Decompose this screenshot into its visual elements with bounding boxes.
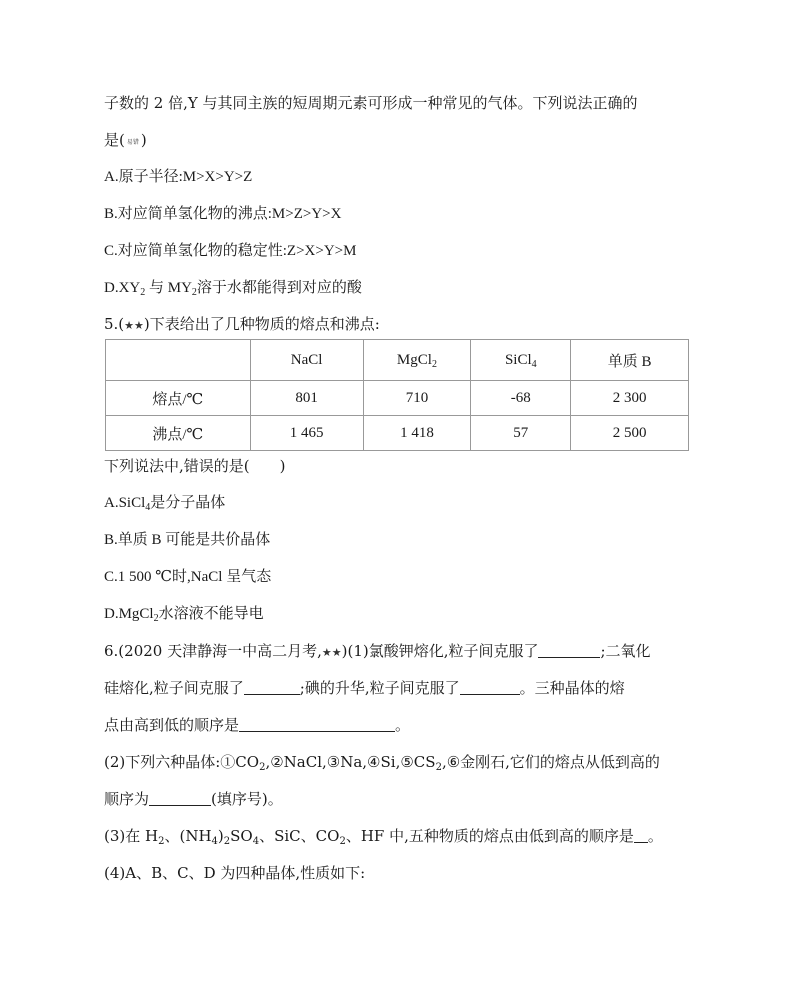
q4-option-a: A.原子半径:M>X>Y>Z bbox=[104, 169, 253, 185]
table-header-cell: NaCl bbox=[250, 340, 363, 381]
q4-stem-line2: 是( 易错 ) bbox=[104, 131, 147, 149]
q4-option-d: $D.XY_2$ 与 $MY_2$溶于水都能得到对应的酸 bbox=[104, 280, 362, 298]
table-header-cell: 单质 B bbox=[571, 340, 689, 381]
q5-option-a: A.SiCl$_4$是分子晶体 bbox=[104, 495, 226, 513]
answer-blank[interactable] bbox=[149, 791, 211, 806]
table-header-row bbox=[106, 340, 689, 381]
table-header-cell bbox=[106, 340, 251, 381]
table-row bbox=[106, 416, 689, 451]
table-cell: 57 bbox=[471, 416, 571, 451]
q5-option-d: D.MgCl$_2$水溶液不能导电 bbox=[104, 606, 264, 624]
table-row-label: 沸点/℃ bbox=[106, 416, 251, 451]
q4-stem-line1: 子数的 2 倍,Y 与其同主族的短周期元素可形成一种常见的气体。下列说法正确的 bbox=[104, 94, 638, 112]
table-header-cell: MgCl$_2$ bbox=[363, 340, 471, 381]
q5-option-c: C.1 500 ℃时,NaCl 呈气态 bbox=[104, 569, 272, 585]
q4-option-c: C.对应简单氢化物的稳定性:Z>X>Y>M bbox=[104, 243, 357, 259]
q6-line2: 硅熔化,粒子间克服了 ;碘的升华,粒子间克服了 。三种晶体的熔 bbox=[104, 679, 625, 697]
table-row-label: 熔点/℃ bbox=[106, 381, 251, 416]
q6-part3: (3)在 $H_2$、$(NH_4)_2SO_4$、SiC、$CO_2$、HF 中,五种物质的熔点由低到高的顺序是 。 bbox=[104, 827, 663, 847]
answer-blank[interactable] bbox=[244, 680, 300, 695]
answer-blank[interactable] bbox=[538, 643, 600, 658]
q5-option-b: B.单质 B 可能是共价晶体 bbox=[104, 532, 271, 548]
difficulty-star-icon: ★★ bbox=[321, 646, 342, 659]
table-cell: 1 418 bbox=[363, 416, 471, 451]
q4-option-b: B.对应简单氢化物的沸点:M>Z>Y>X bbox=[104, 206, 342, 222]
difficulty-tag: 易错 bbox=[126, 139, 139, 146]
answer-blank[interactable] bbox=[460, 680, 520, 695]
q5-question: 下列说法中,错误的是( ) bbox=[104, 457, 286, 475]
difficulty-star-icon: ★★ bbox=[124, 319, 144, 332]
table-row bbox=[106, 381, 689, 416]
q6-part2-line2: 顺序为 (填序号)。 bbox=[104, 790, 283, 808]
answer-blank[interactable] bbox=[634, 828, 648, 843]
table-cell: 2 500 bbox=[571, 416, 689, 451]
table-cell: 710 bbox=[363, 381, 471, 416]
table-cell: -68 bbox=[471, 381, 571, 416]
q5-stem: 5.(★★)下表给出了几种物质的熔点和沸点: bbox=[104, 315, 380, 333]
table-header-cell: SiCl$_4$ bbox=[471, 340, 571, 381]
melting-boiling-table bbox=[105, 339, 689, 451]
q6-line1: 6.(2020 天津静海一中高二月考,★★)(1)氯酸钾熔化,粒子间克服了 ;二氧化 bbox=[104, 642, 651, 660]
q6-part4: (4)A、B、C、D 为四种晶体,性质如下: bbox=[104, 864, 366, 882]
table-cell: 801 bbox=[250, 381, 363, 416]
table-cell: 1 465 bbox=[250, 416, 363, 451]
answer-blank[interactable] bbox=[239, 717, 395, 732]
q6-part2-line1: (2)下列六种晶体$:①CO_2,②NaCl,③Na,④Si,⑤CS_2,⑥$金刚石,它们的熔点从低到高的 bbox=[104, 753, 660, 773]
q6-line3: 点由高到低的顺序是 。 bbox=[104, 716, 411, 734]
table-cell: 2 300 bbox=[571, 381, 689, 416]
